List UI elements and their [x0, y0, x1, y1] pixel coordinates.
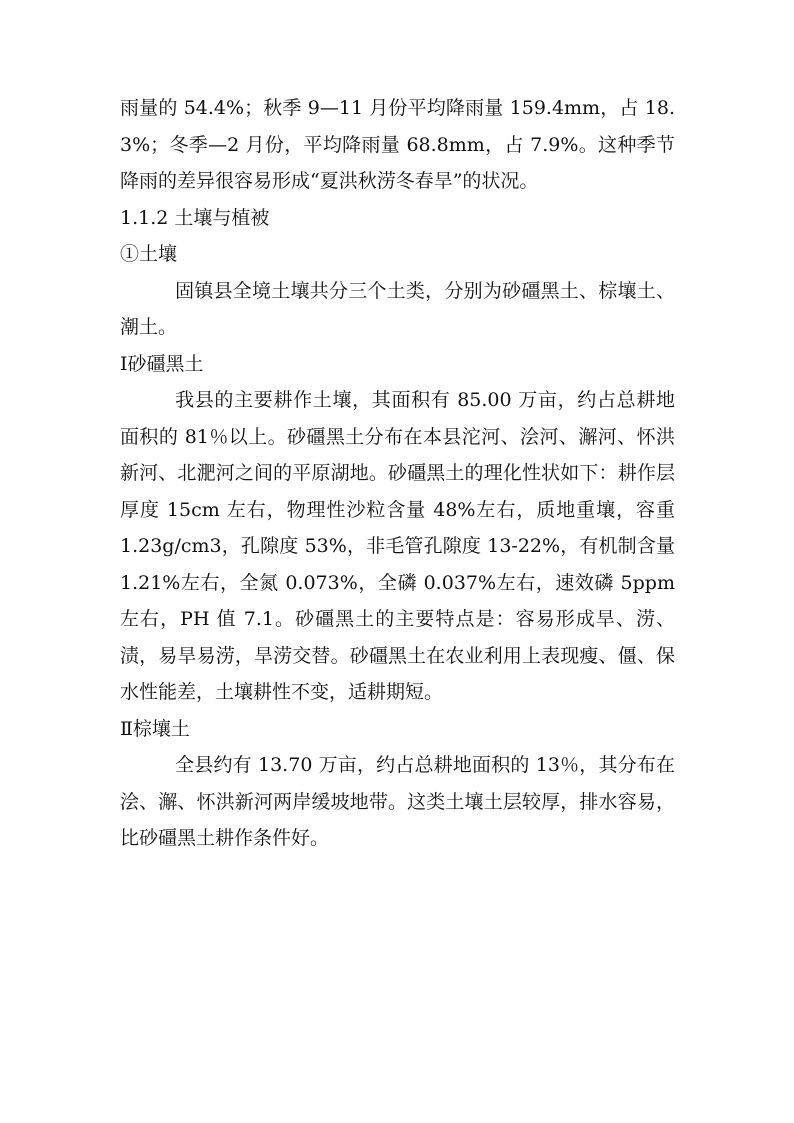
subsection-heading-soil: ①土壤 [120, 243, 178, 265]
subheading-lime-concretion-black-soil: Ⅰ砂礓黑土 [120, 352, 204, 375]
document-body [120, 90, 675, 857]
paragraph-rainfall-continued: 雨量的 54.4%；秋季 9—11 月份平均降雨量 159.4mm，占 18.3%；冬季—2 月份，平均降雨量 68.8mm，占 7.9%。这种季节降雨的差异很容易形成“夏洪秋涝冬春旱”的状况。 [120, 97, 675, 192]
paragraph-brown-soil: 全县约有 13.70 万亩，约占总耕地面积的 13％，其分布在浍、澥、怀洪新河两岸缓坡地带。这类土壤土层较厚，排水容易，比砂礓黑土耕作条件好。 [120, 754, 675, 849]
subheading-brown-soil: Ⅱ棕壤土 [120, 717, 190, 740]
paragraph-lime-concretion-black-soil: 我县的主要耕作土壤，其面积有 85.00 万亩，约占总耕地面积的 81％以上。砂礓黑土分布在本县沱河、浍河、澥河、怀洪新河、北淝河之间的平原湖地。砂礓黑土的理化性状如下：耕作层厚度 15cm 左右，物理性沙粒含量 48%左右，质地重壤，容重 1.23g/cm3，孔隙度 53%，非毛管孔隙度 13-22%，有机制含量 1.21%左右，全氮 0.073%，全磷 0.037%左右，速效磷 5ppm 左右，PH 值 7.1。砂礓黑土的主要特点是：容易形成旱、涝、渍，易旱易涝，旱涝交替。砂礓黑土在农业利用上表现瘦、僵、保水性能差，土壤耕性不变，适耕期短。 [120, 389, 675, 703]
paragraph-soil-types: 固镇县全境土壤共分三个土类，分别为砂礓黑土、棕壤土、潮土。 [120, 279, 675, 338]
section-heading-soil-and-vegetation: 1.1.2 土壤与植被 [120, 206, 270, 229]
